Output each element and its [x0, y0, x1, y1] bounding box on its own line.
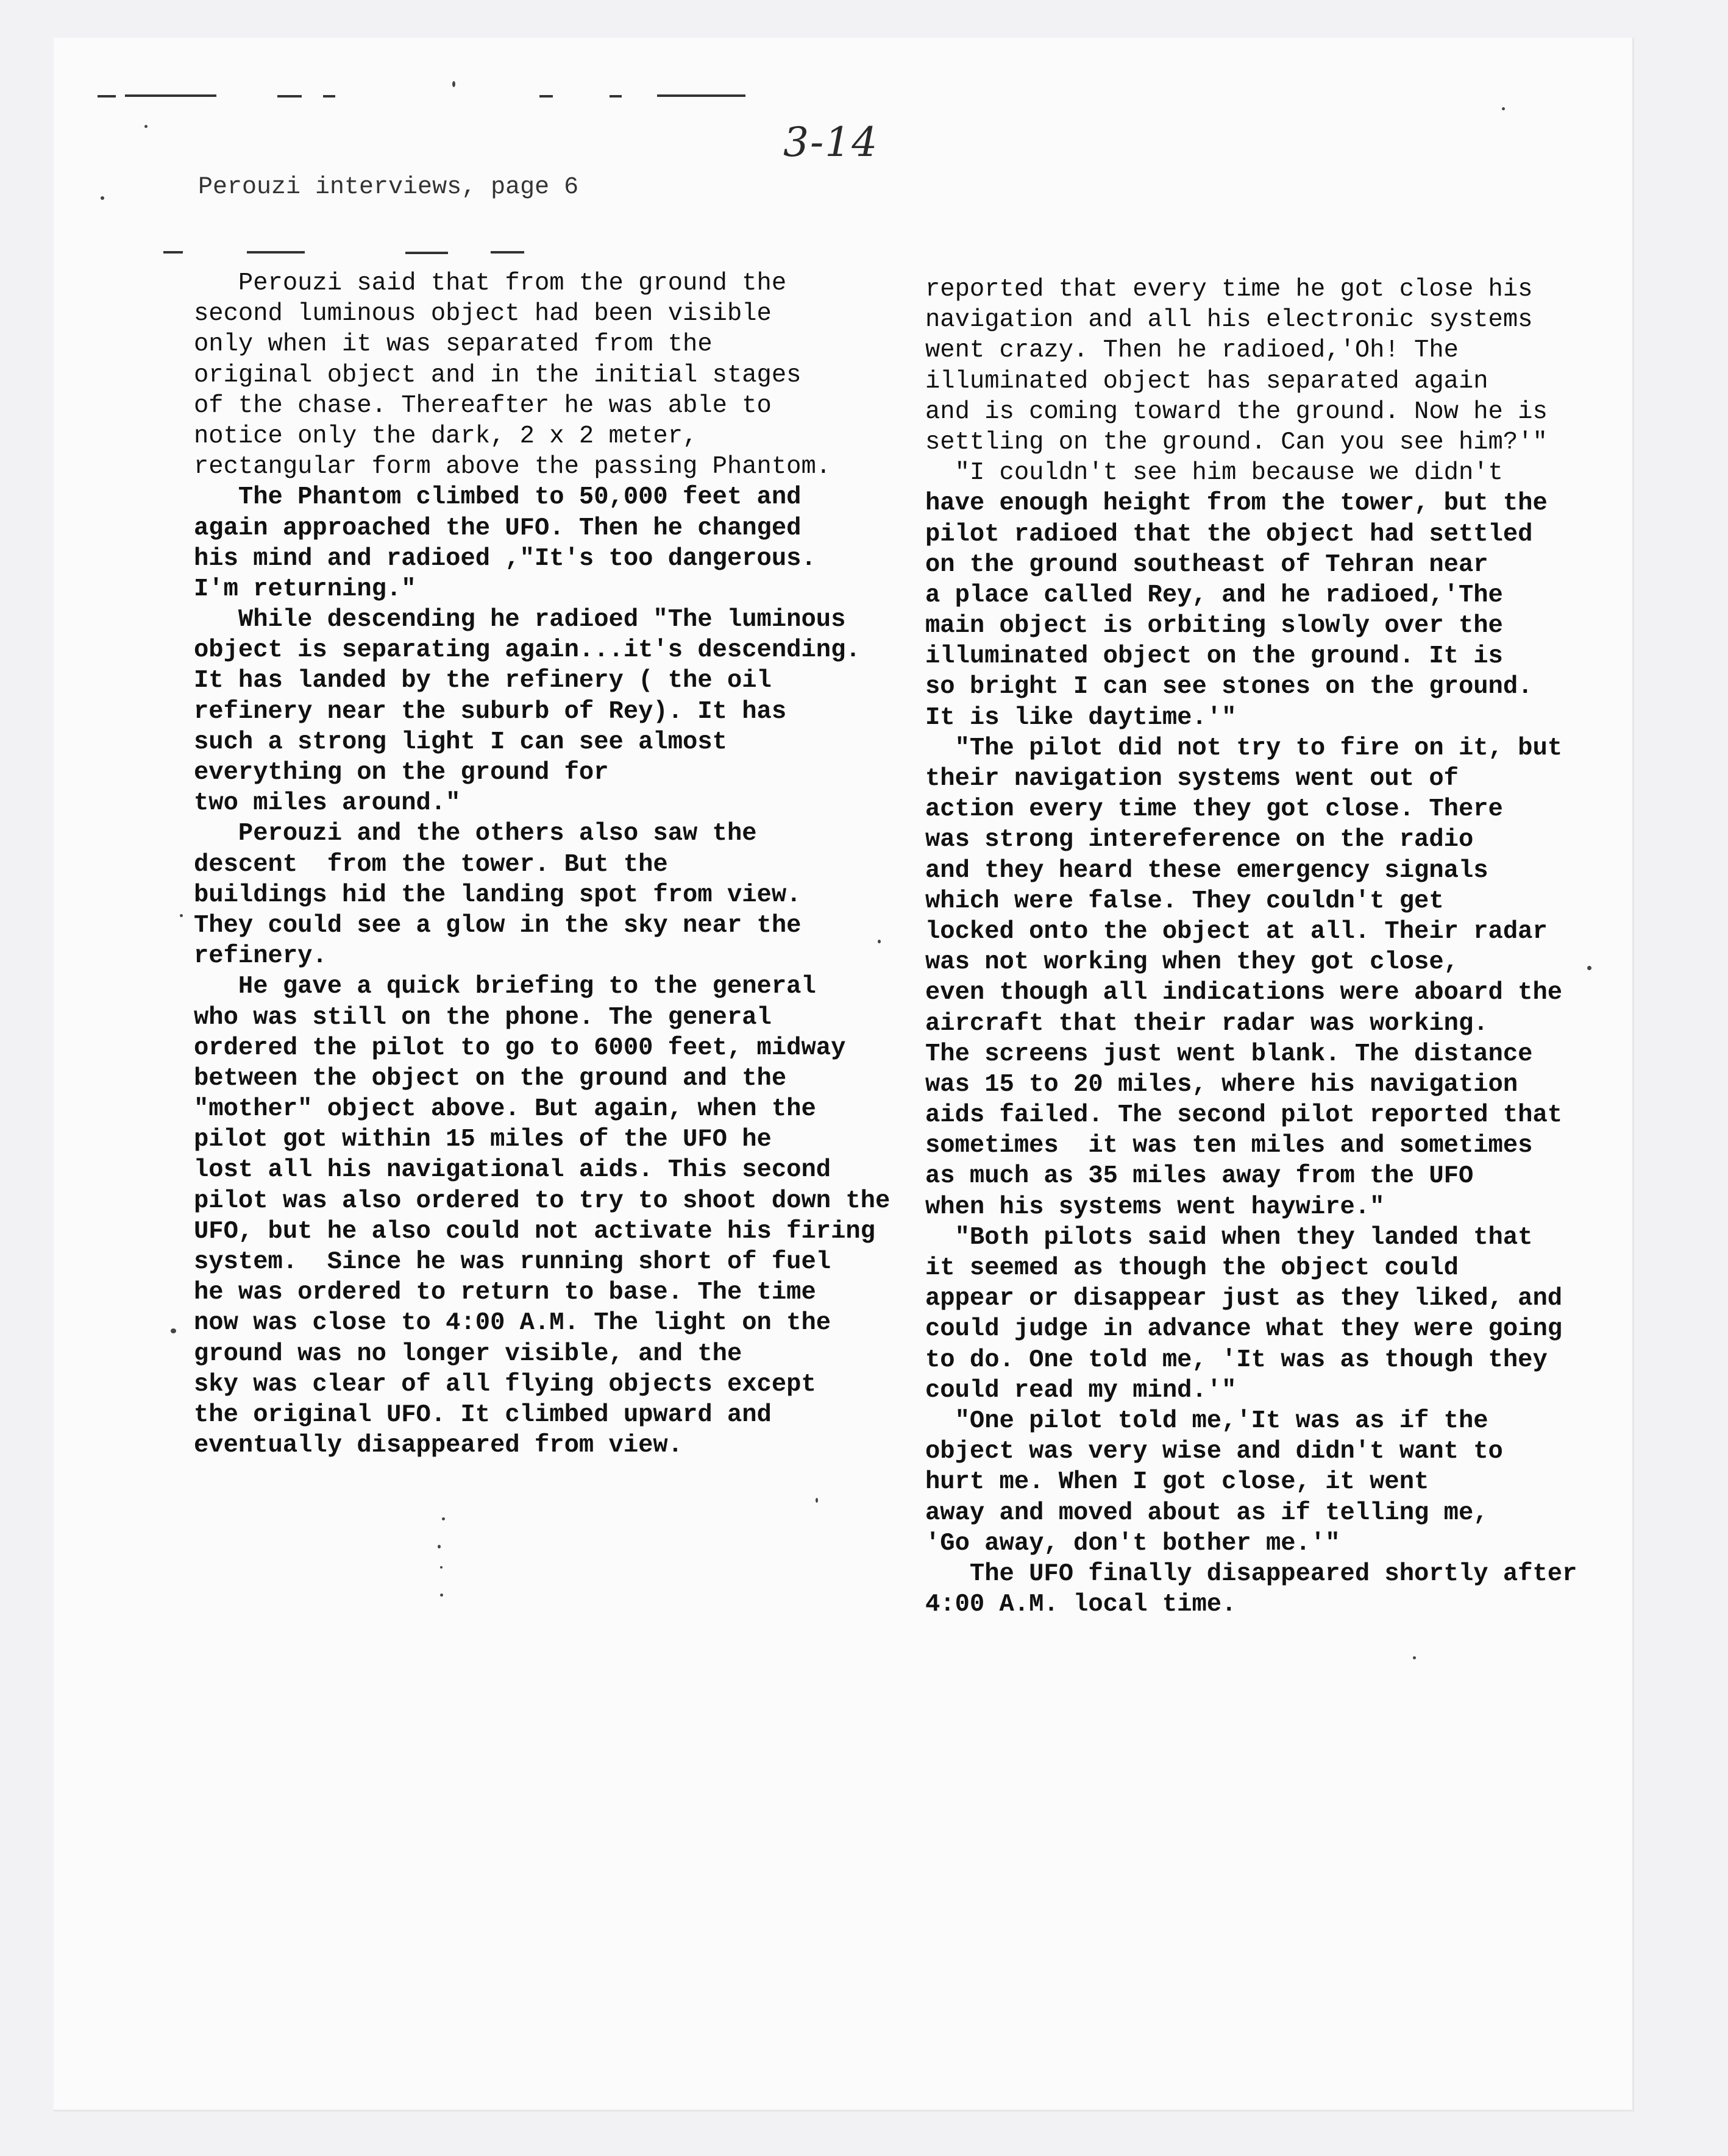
left-column-line: descent from the tower. But the: [194, 850, 668, 879]
right-column-line: hurt me. When I got close, it went: [925, 1468, 1429, 1497]
left-column-line: refinery.: [194, 942, 327, 971]
left-column-line: second luminous object had been visible: [194, 300, 772, 328]
left-column-line: UFO, but he also could not activate his firing: [194, 1217, 875, 1246]
scan-artifact: [539, 95, 553, 98]
left-column-line: ordered the pilot to go to 6000 feet, midway: [194, 1034, 846, 1062]
scan-speck: [101, 196, 104, 200]
right-column-line: 4:00 A.M. local time.: [925, 1590, 1237, 1619]
right-column-line: main object is orbiting slowly over the: [925, 612, 1503, 640]
scan-speck: [171, 1328, 176, 1333]
right-column-line: 'Go away, don't bother me.'": [925, 1529, 1340, 1558]
right-column-line: locked onto the object at all. Their radar: [925, 917, 1548, 946]
left-column-line: While descending he radioed "The luminous: [194, 606, 846, 634]
right-column-line: "The pilot did not try to fire on it, but: [925, 734, 1563, 762]
left-column-line: of the chase. Thereafter he was able to: [194, 391, 772, 420]
right-column-line: could judge in advance what they were going: [925, 1315, 1563, 1344]
right-column-line: on the ground southeast of Tehran near: [925, 550, 1488, 579]
scan-artifact: [405, 252, 448, 254]
left-column-line: It has landed by the refinery ( the oil: [194, 667, 772, 695]
scan-artifact: [491, 251, 524, 254]
handwritten-page-note: 3-14: [783, 119, 879, 166]
right-column-line: illuminated object has separated again: [925, 367, 1488, 395]
right-column-line: "Both pilots said when they landed that: [925, 1223, 1533, 1252]
right-column-line: away and moved about as if telling me,: [925, 1498, 1488, 1527]
left-column-line: He gave a quick briefing to the general: [194, 973, 816, 1001]
right-column-line: settling on the ground. Can you see him?'": [925, 428, 1548, 456]
left-column-line: his mind and radioed ,"It's too dangerous.: [194, 544, 816, 573]
right-column-line: aircraft that their radar was working.: [925, 1009, 1488, 1038]
scan-speck: [816, 1498, 818, 1503]
left-column-line: Perouzi and the others also saw the: [194, 820, 757, 848]
right-column-line: to do. One told me, 'It was as though they: [925, 1346, 1548, 1374]
right-column-line: illuminated object on the ground. It is: [925, 642, 1503, 671]
left-column-line: between the object on the ground and the: [194, 1064, 787, 1093]
left-text-column: [194, 268, 931, 1461]
scan-artifact: [125, 94, 216, 97]
left-column-line: notice only the dark, 2 x 2 meter,: [194, 422, 698, 450]
left-column-line: Perouzi said that from the ground the: [194, 269, 787, 297]
scan-speck: [440, 1566, 443, 1569]
scan-speck: [442, 1517, 445, 1520]
right-column-line: as much as 35 miles away from the UFO: [925, 1162, 1474, 1191]
right-column-line: object was very wise and didn't want to: [925, 1438, 1503, 1466]
right-column-line: went crazy. Then he radioed,'Oh! The: [925, 336, 1459, 365]
left-column-line: pilot was also ordered to try to shoot down the: [194, 1186, 891, 1215]
scan-speck: [1502, 107, 1505, 110]
right-column-line: and they heard these emergency signals: [925, 856, 1488, 885]
scan-speck: [180, 914, 183, 917]
left-column-line: I'm returning.": [194, 575, 416, 603]
scan-artifact: [98, 95, 116, 98]
left-column-line: again approached the UFO. Then he changed: [194, 514, 802, 542]
right-column-line: even though all indications were aboard the: [925, 979, 1563, 1007]
right-column-line: appear or disappear just as they liked, and: [925, 1285, 1563, 1313]
scan-artifact: [247, 251, 305, 254]
left-column-line: now was close to 4:00 A.M. The light on the: [194, 1309, 831, 1338]
right-column-line: could read my mind.'": [925, 1376, 1237, 1405]
left-column-line: ground was no longer visible, and the: [194, 1339, 742, 1368]
left-column-line: buildings hid the landing spot from view.: [194, 881, 802, 909]
left-column-line: "mother" object above. But again, when the: [194, 1095, 816, 1124]
left-column-line: he was ordered to return to base. The time: [194, 1278, 816, 1307]
right-column-line: so bright I can see stones on the ground.: [925, 673, 1533, 701]
left-column-line: the original UFO. It climbed upward and: [194, 1400, 772, 1429]
scan-speck: [440, 1594, 443, 1597]
left-column-line: rectangular form above the passing Phantom.: [194, 453, 831, 481]
right-column-line: and is coming toward the ground. Now he is: [925, 397, 1548, 426]
scan-speck: [452, 81, 455, 87]
left-column-line: system. Since he was running short of fuel: [194, 1248, 831, 1276]
right-column-line: a place called Rey, and he radioed,'The: [925, 581, 1503, 609]
left-column-line: pilot got within 15 miles of the UFO he: [194, 1126, 772, 1154]
scan-artifact: [163, 251, 183, 254]
right-text-column: [925, 274, 1608, 1620]
left-column-line: They could see a glow in the sky near the: [194, 911, 802, 940]
right-column-line: was strong intereference on the radio: [925, 826, 1474, 854]
scan-speck: [1413, 1656, 1416, 1659]
right-column-line: which were false. They couldn't get: [925, 887, 1444, 915]
left-column-line: The Phantom climbed to 50,000 feet and: [194, 483, 802, 512]
right-column-line: when his systems went haywire.": [925, 1193, 1385, 1221]
right-column-line: have enough height from the tower, but the: [925, 489, 1548, 518]
page-header: Perouzi interviews, page 6: [198, 174, 579, 201]
left-column-line: such a strong light I can see almost: [194, 728, 727, 756]
left-column-line: eventually disappeared from view.: [194, 1431, 683, 1460]
scan-speck: [438, 1545, 441, 1548]
scan-artifact: [610, 95, 622, 98]
right-column-line: It is like daytime.'": [925, 703, 1237, 732]
right-column-line: The screens just went blank. The distance: [925, 1040, 1533, 1068]
right-column-line: aids failed. The second pilot reported that: [925, 1101, 1563, 1130]
right-column-line: action every time they got close. There: [925, 795, 1503, 824]
right-column-line: The UFO finally disappeared shortly after: [925, 1559, 1577, 1588]
left-column-line: object is separating again...it's descending.: [194, 636, 861, 665]
left-column-line: two miles around.": [194, 789, 461, 818]
left-column-line: refinery near the suburb of Rey). It has: [194, 697, 787, 726]
left-column-line: lost all his navigational aids. This second: [194, 1156, 831, 1185]
left-column-line: who was still on the phone. The general: [194, 1003, 772, 1032]
right-column-line: reported that every time he got close his: [925, 275, 1533, 303]
right-column-line: was not working when they got close,: [925, 948, 1459, 977]
right-column-line: it seemed as though the object could: [925, 1254, 1459, 1282]
right-column-line: their navigation systems went out of: [925, 765, 1459, 793]
left-column-line: sky was clear of all flying objects except: [194, 1370, 816, 1399]
right-column-line: pilot radioed that the object had settled: [925, 520, 1533, 548]
right-column-line: navigation and all his electronic systems: [925, 306, 1533, 335]
right-column-line: "One pilot told me,'It was as if the: [925, 1406, 1488, 1435]
right-column-line: "I couldn't see him because we didn't: [925, 459, 1503, 488]
left-column-line: only when it was separated from the: [194, 330, 713, 359]
scan-speck: [144, 125, 148, 128]
right-column-line: sometimes it was ten miles and sometimes: [925, 1132, 1533, 1160]
scan-artifact: [657, 94, 745, 97]
right-column-line: was 15 to 20 miles, where his navigation: [925, 1070, 1518, 1099]
scan-artifact: [277, 95, 302, 98]
left-column-line: original object and in the initial stages: [194, 361, 802, 389]
scan-artifact: [323, 95, 335, 98]
left-column-line: everything on the ground for: [194, 759, 609, 787]
